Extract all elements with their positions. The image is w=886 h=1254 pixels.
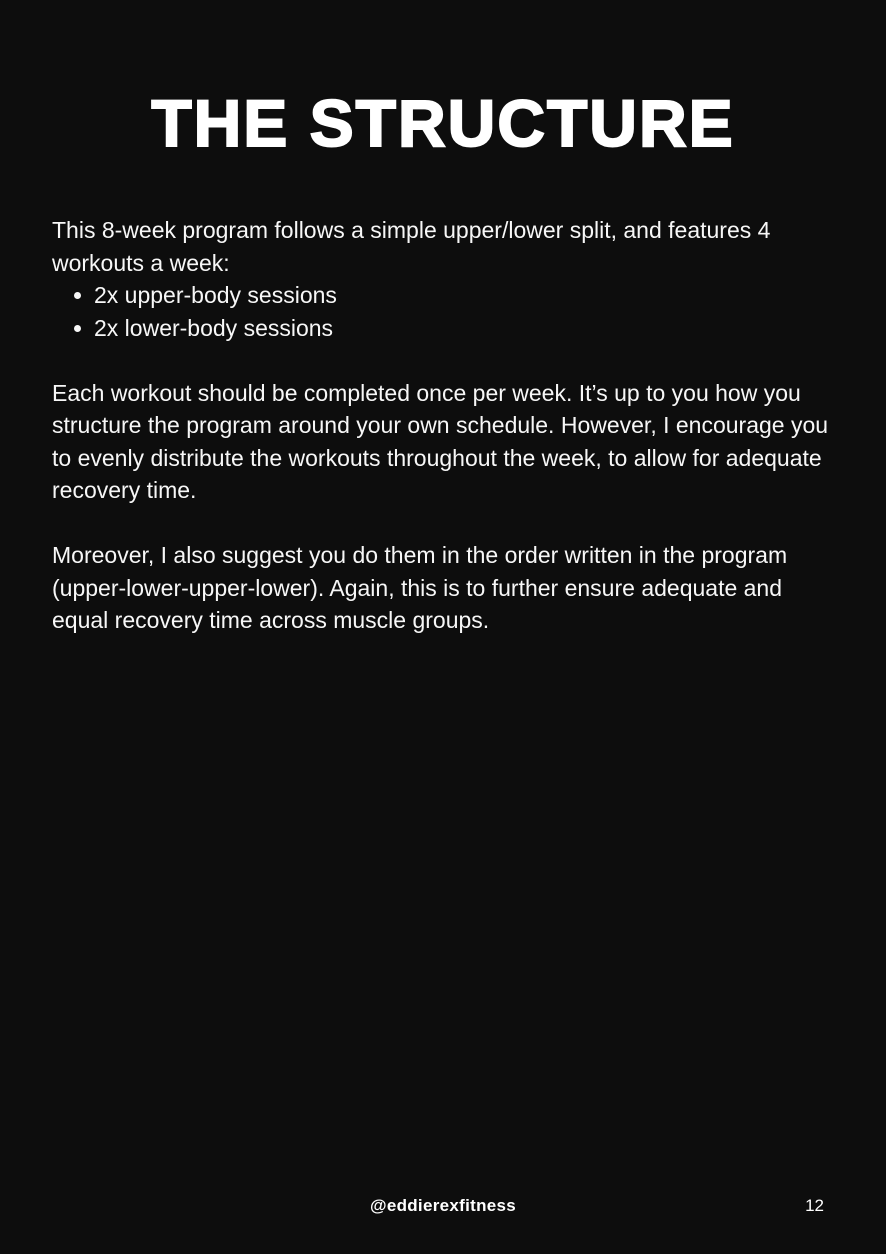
list-item: 2x lower-body sessions: [94, 312, 834, 345]
bullet-list: [52, 279, 834, 344]
page-title: THE STRUCTURE: [151, 86, 735, 160]
body-paragraph: Moreover, I also suggest you do them in the order written in the program (upper-lower-upper-lower). Again, this is to further ensure adequate and equal recovery time across muscle groups.: [52, 542, 788, 633]
body-paragraph: Each workout should be completed once per week. It’s up to you how you structure the program around your own schedule. However, I encourage you to evenly distribute the workouts throughout the week, to allow for adequate recovery time.: [52, 379, 829, 503]
page-number: 12: [805, 1196, 824, 1215]
body-content: [0, 156, 886, 637]
page-footer: [0, 1196, 886, 1218]
list-item: 2x upper-body sessions: [94, 279, 834, 312]
intro-paragraph: This 8-week program follows a simple upper/lower split, and features 4 workouts a week:: [52, 217, 771, 276]
social-handle: @eddierexfitness: [369, 1196, 517, 1215]
